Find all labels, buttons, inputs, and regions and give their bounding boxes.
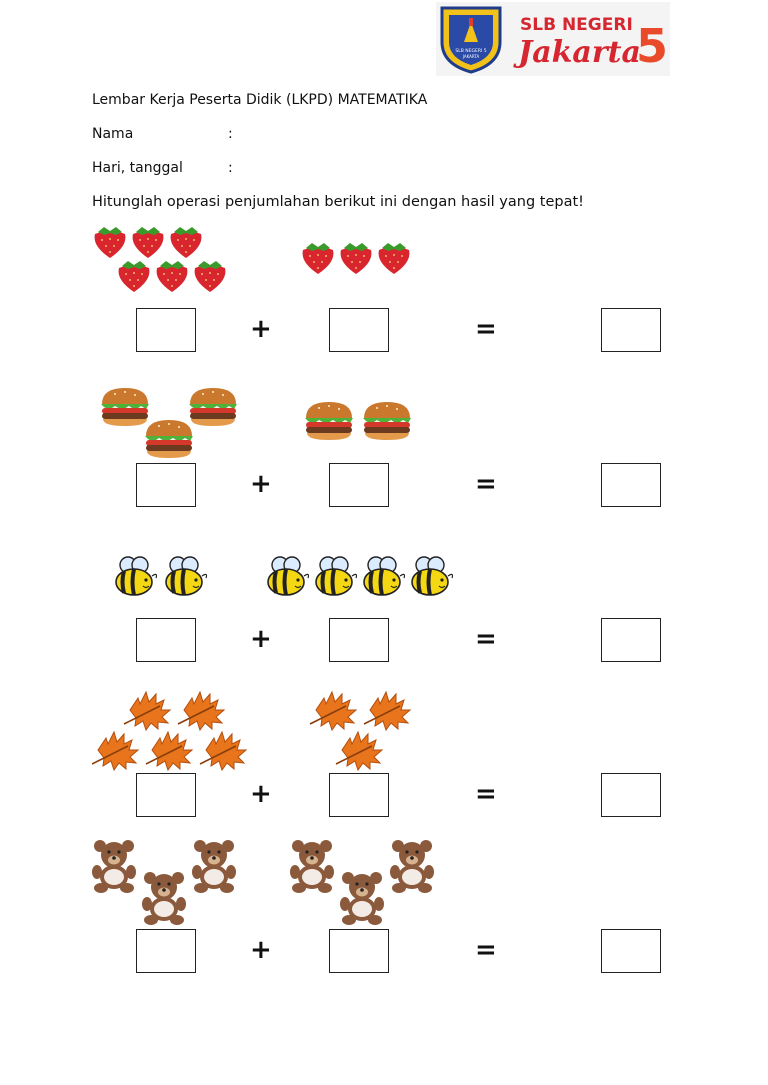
burger-icon (145, 420, 193, 458)
teddy-bear-icon (390, 840, 434, 893)
leaf-icon (124, 692, 170, 730)
problem-3-pictures (112, 556, 462, 606)
plus-sign: + (250, 624, 272, 654)
logo-number: 5 (636, 19, 669, 73)
date-label: Hari, tanggal (92, 160, 183, 176)
teddy-bear-icon (192, 840, 236, 893)
strawberry-icon (95, 227, 126, 258)
plus-sign: + (250, 779, 272, 809)
burger-icon (189, 388, 237, 426)
equals-sign: = (475, 469, 497, 499)
answer-box-5a[interactable] (136, 929, 196, 973)
teddy-bear-icon (340, 872, 384, 925)
strawberry-icon (157, 261, 188, 292)
answer-box-3b[interactable] (329, 618, 389, 662)
strawberry-icon (133, 227, 164, 258)
answer-box-1a[interactable] (136, 308, 196, 352)
teddy-bear-icon (92, 840, 136, 893)
answer-box-2b[interactable] (329, 463, 389, 507)
answer-box-5b[interactable] (329, 929, 389, 973)
equals-sign: = (475, 624, 497, 654)
bee-icon (316, 557, 357, 595)
teddy-bear-icon (290, 840, 334, 893)
leaf-icon (178, 692, 224, 730)
answer-box-1-result[interactable] (601, 308, 661, 352)
answer-box-2a[interactable] (136, 463, 196, 507)
leaf-icon (200, 732, 246, 770)
problem-1-pictures (92, 226, 422, 298)
bee-icon (412, 557, 453, 595)
answer-box-4b[interactable] (329, 773, 389, 817)
seal-text-bottom: JAKARTA (462, 54, 480, 59)
answer-box-4a[interactable] (136, 773, 196, 817)
equals-sign: = (475, 779, 497, 809)
problem-2-pictures (100, 388, 420, 464)
problem-5-pictures (90, 838, 440, 930)
instruction-text: Hitunglah operasi penjumlahan berikut ini dengan hasil yang tepat! (92, 194, 584, 210)
bee-icon (166, 557, 207, 595)
strawberry-icon (341, 243, 372, 274)
leaf-icon (364, 692, 410, 730)
teddy-bear-icon (142, 872, 186, 925)
answer-box-4-result[interactable] (601, 773, 661, 817)
strawberry-icon (379, 243, 410, 274)
name-label: Nama (92, 126, 134, 142)
date-colon: : (228, 160, 233, 176)
bee-icon (268, 557, 309, 595)
answer-box-3-result[interactable] (601, 618, 661, 662)
burger-icon (101, 388, 149, 426)
equals-sign: = (475, 935, 497, 965)
leaf-icon (310, 692, 356, 730)
burger-icon (363, 402, 411, 440)
answer-box-1b[interactable] (329, 308, 389, 352)
strawberry-icon (119, 261, 150, 292)
answer-box-5-result[interactable] (601, 929, 661, 973)
logo-text-top: SLB NEGERI (520, 15, 633, 35)
name-colon: : (228, 126, 233, 142)
school-logo (436, 2, 670, 76)
answer-box-2-result[interactable] (601, 463, 661, 507)
leaf-icon (146, 732, 192, 770)
worksheet-title: Lembar Kerja Peserta Didik (LKPD) MATEMATIKA (92, 92, 428, 108)
answer-box-3a[interactable] (136, 618, 196, 662)
seal-text-top: SLB NEGERI 5 (455, 49, 487, 54)
bee-icon (364, 557, 405, 595)
leaf-icon (92, 732, 138, 770)
strawberry-icon (171, 227, 202, 258)
burger-icon (305, 402, 353, 440)
strawberry-icon (195, 261, 226, 292)
problem-4-pictures (92, 690, 422, 772)
plus-sign: + (250, 469, 272, 499)
leaf-icon (336, 732, 382, 770)
bee-icon (116, 557, 157, 595)
plus-sign: + (250, 314, 272, 344)
logo-text-main: Jakarta (518, 35, 641, 70)
plus-sign: + (250, 935, 272, 965)
strawberry-icon (303, 243, 334, 274)
equals-sign: = (475, 314, 497, 344)
